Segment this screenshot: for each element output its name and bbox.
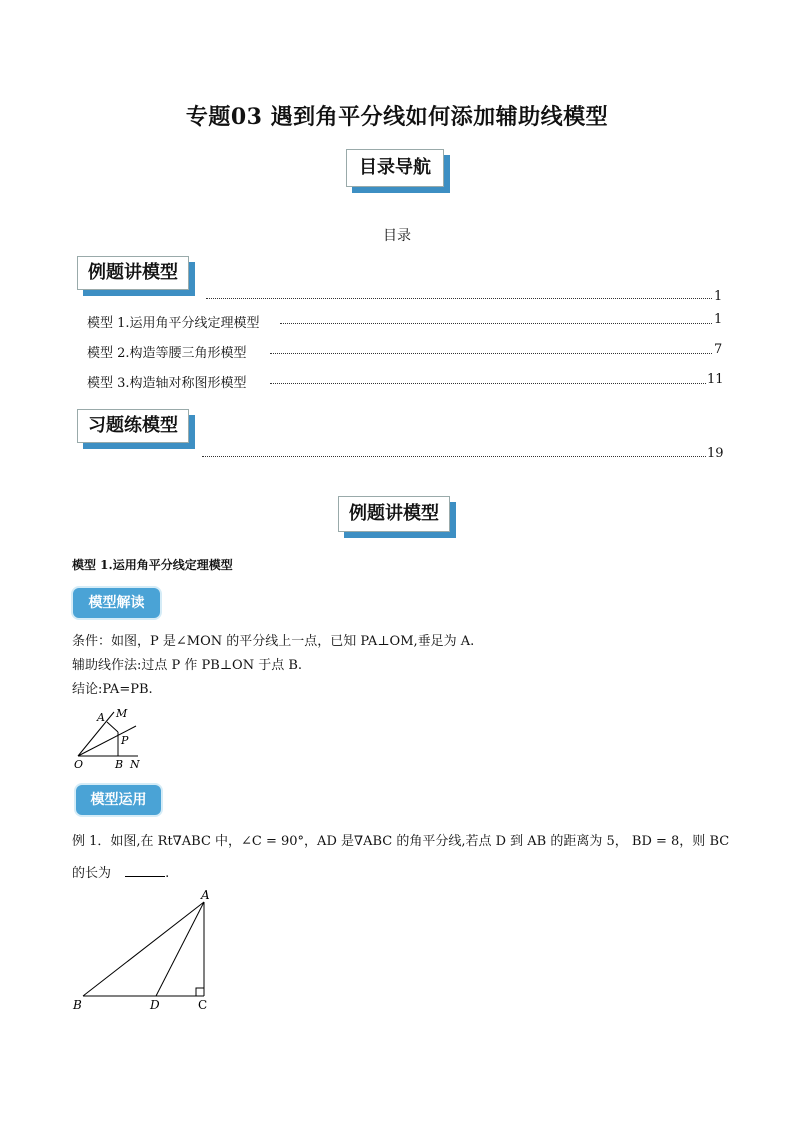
page-title: 专题03 遇到角平分线如何添加辅助线模型 [185, 104, 609, 130]
model1-conclusion: 结论:PA=PB. [72, 682, 153, 697]
example1-line2 [72, 862, 169, 881]
toc-section-exercises-label: 习题练模型 [88, 415, 178, 436]
section-banner-label: 例题讲模型 [349, 503, 439, 524]
example1-figure [68, 888, 218, 1014]
example1-line2-suffix: . [165, 866, 170, 881]
toc-nav-button[interactable] [346, 149, 444, 187]
toc-nav-label: 目录导航 [359, 157, 431, 178]
answer-blank[interactable] [125, 866, 165, 877]
fig-label-B: B [73, 998, 82, 1012]
toc-page-number: 11 [707, 372, 724, 387]
toc-item-model3[interactable] [87, 372, 247, 391]
model1-heading: 模型 1.运用角平分线定理模型 [72, 558, 233, 572]
fig-label-A: A [97, 711, 105, 724]
toc-item-label: 模型 1.运用角平分线定理模型 [87, 316, 260, 331]
model-interpret-tag-label: 模型解读 [88, 595, 145, 611]
toc-item-label: 模型 3.构造轴对称图形模型 [87, 376, 247, 391]
toc-dots [270, 353, 712, 354]
toc-item-model2[interactable] [87, 342, 247, 361]
toc-item-label: 模型 2.构造等腰三角形模型 [87, 346, 247, 361]
fig-label-O: O [74, 758, 84, 770]
fig-label-C: C [198, 998, 208, 1012]
example1-line1: 例 1．如图,在 Rt∇ABC 中，∠C = 90°，AD 是∇ABC 的角平分线,若点 D 到 AB 的距离为 5， BD = 8，则 BC [72, 834, 730, 849]
fig-label-A: A [201, 888, 210, 902]
toc-dots [280, 323, 712, 324]
fig-label-B: B [115, 758, 124, 770]
fig-label-D: D [150, 998, 160, 1012]
toc-dots [270, 383, 706, 384]
toc-dots [206, 298, 712, 299]
toc-section-exercises[interactable] [77, 409, 189, 443]
model1-figure [70, 704, 150, 770]
toc-page-number: 7 [714, 342, 723, 357]
fig-label-N: N [130, 758, 140, 770]
example1-line2-prefix: 的长为 [72, 866, 112, 881]
toc-section-examples-label: 例题讲模型 [88, 262, 178, 283]
toc-item-model1[interactable] [87, 312, 260, 331]
model-apply-tag [76, 785, 161, 815]
section-banner [338, 496, 450, 532]
model1-aux-line: 辅助线作法:过点 P 作 PB⊥ON 于点 B. [72, 658, 303, 673]
toc-heading: 目录 [383, 228, 411, 244]
fig-label-M: M [116, 707, 128, 720]
model-interpret-tag [73, 588, 160, 618]
model1-condition: 条件：如图，P 是∠MON 的平分线上一点，已知 PA⊥OM,垂足为 A. [72, 634, 475, 649]
toc-page-number: 1 [714, 289, 723, 304]
toc-page-number: 19 [707, 446, 724, 461]
fig-label-P: P [121, 734, 129, 747]
toc-dots [202, 456, 706, 457]
toc-section-examples[interactable] [77, 256, 189, 290]
toc-page-number: 1 [714, 312, 723, 327]
model-apply-tag-label: 模型运用 [90, 792, 147, 808]
